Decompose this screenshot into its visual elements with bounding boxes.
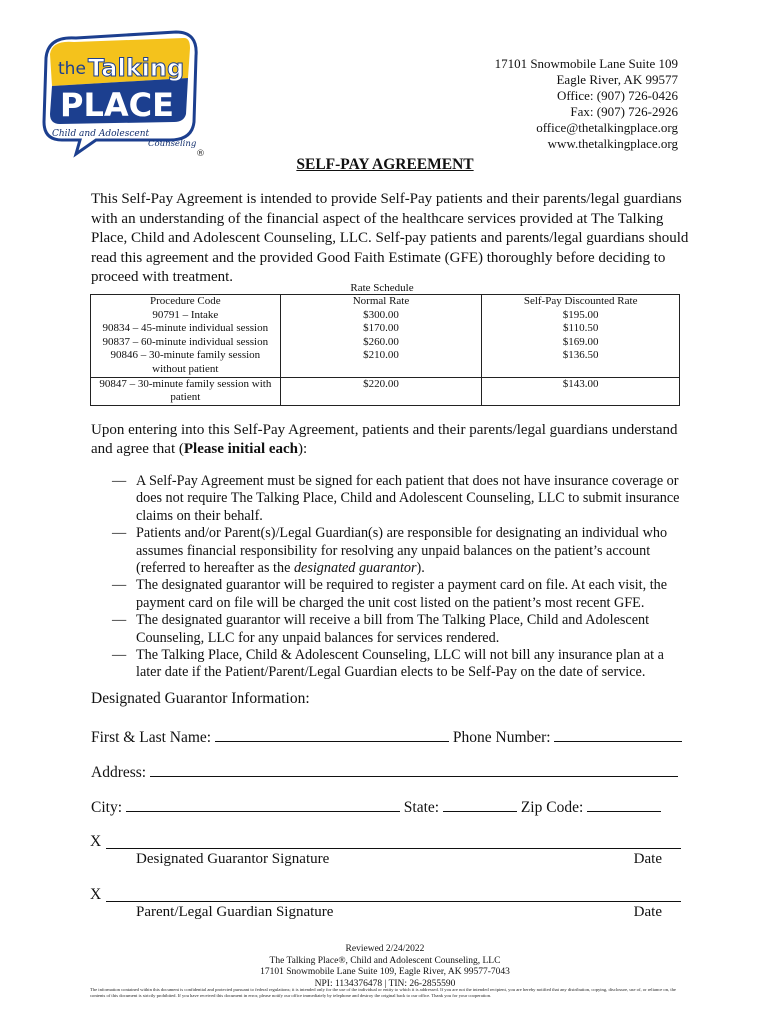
dash-marker: — [112, 612, 127, 629]
svg-text:Counseling: Counseling [148, 139, 197, 149]
footer-address: 17101 Snowmobile Lane Suite 109, Eagle River, AK 99577-7043 [260, 967, 510, 977]
contact-address-block [495, 56, 678, 152]
discount-rate: $136.50 [562, 349, 599, 362]
discount-rate: $143.00 [482, 377, 680, 405]
dash-marker: — [112, 525, 127, 542]
dash-marker: — [112, 577, 127, 594]
address-line: Eagle River, AK 99577 [556, 72, 678, 87]
list-item [112, 647, 692, 682]
review-date: Reviewed 2/24/2022 [345, 944, 425, 954]
list-item [112, 577, 692, 612]
phone-label: Phone Number: [452, 729, 551, 746]
term-text: ). [416, 560, 425, 577]
term-text: The Talking Place, Child & Adolescent Counseling, LLC will not bill any insurance plan at a later date if the Patient/Parent/Legal Guardian elects to be Self-Pay on the date of service. [136, 647, 664, 681]
city-field[interactable] [126, 797, 400, 812]
parent-signature-field[interactable] [106, 900, 681, 902]
svg-text:Talking: Talking [88, 54, 185, 82]
dash-marker: — [112, 647, 127, 664]
list-item [112, 612, 692, 647]
dash-marker: — [112, 473, 127, 489]
address-row [91, 762, 691, 782]
state-field[interactable] [443, 797, 517, 812]
column-header: Self-Pay Discounted Rate [523, 295, 638, 307]
svg-text:®: ® [196, 149, 205, 159]
address-field[interactable] [150, 762, 678, 777]
confidentiality-notice: The information contained within this document is confidential and protected pursuant to federal regulations; it is intended only for the use of the individual or entity to which it is addressed. If you are not the intended recipient, you are hereby notified that any distribution, copying, disclosure, use of, or reliance on, the contents of this document is strictly prohibited. If you have received this document in error, please notify our office immediately by telephone and destroy the original back to our office. Thank you for your cooperation. [90, 987, 676, 998]
zip-field[interactable] [587, 797, 661, 812]
table-cell [91, 377, 281, 405]
procedure-code: 90847 – 30-minute family session with [99, 377, 272, 390]
agreement-intro-text: Upon entering into this Self-Pay Agreement, patients and their parents/legal guardians understand and agree that ( [91, 422, 678, 457]
normal-rate: $210.00 [363, 349, 399, 362]
table-row [91, 295, 680, 378]
footer-ids: NPI: 1134376478 | TIN: 26-2855590 [314, 978, 456, 989]
agreement-intro [91, 421, 691, 459]
date-label: Date [633, 851, 662, 867]
zip-label: Zip Code: [520, 799, 584, 816]
discount-rate: $110.50 [562, 322, 599, 335]
agreement-intro-end: ): [298, 441, 308, 457]
state-label: State: [403, 799, 440, 816]
name-label: First & Last Name: [91, 729, 212, 746]
procedure-code: without patient [152, 362, 219, 375]
list-item [112, 525, 692, 577]
initial-instruction: Please initial each [183, 441, 299, 457]
svg-text:Child and Adolescent: Child and Adolescent [52, 129, 150, 139]
procedure-code: 90834 – 45-minute individual session [102, 322, 269, 335]
normal-rate: $260.00 [363, 335, 399, 348]
guarantor-heading: Designated Guarantor Information: [91, 690, 310, 707]
normal-rate: $220.00 [280, 377, 482, 405]
procedure-code: 90837 – 60-minute individual session [102, 335, 269, 348]
terms-list [112, 473, 692, 682]
address-label: Address: [91, 764, 147, 781]
term-text: A Self-Pay Agreement must be signed for each patient that does not have insurance coverage or does not require The Talking Place, Child and Adolescent Counseling, LLC to submit insurance claims on their behalf. [136, 473, 680, 524]
table-cell [280, 295, 482, 378]
signature-mark: X [90, 833, 102, 850]
normal-rate: $170.00 [363, 322, 399, 335]
term-text: The designated guarantor will be required to register a payment card on file. At each visit, the payment card on file will be charged the unit cost listed on the patient’s most recent GFE. [136, 577, 668, 611]
name-phone-row [91, 727, 691, 747]
parent-signature-label: Parent/Legal Guardian Signature [136, 904, 334, 920]
fax-number: Fax: (907) 726-2926 [570, 104, 678, 119]
guarantor-signature-label: Designated Guarantor Signature [136, 851, 330, 867]
document-footer [0, 944, 770, 990]
rate-table [90, 294, 680, 406]
table-cell [482, 295, 680, 378]
city-state-zip-row [91, 797, 691, 817]
term-text: Patients and/or Parent(s)/Legal Guardian(s) are responsible for designating an individual who assumes financial responsibility for resolving any unpaid balances on the patient’s account (referred to hereafter as the [136, 525, 668, 577]
procedure-code: patient [170, 391, 201, 404]
date-label: Date [633, 904, 662, 920]
city-label: City: [91, 799, 123, 816]
column-header: Normal Rate [352, 295, 410, 307]
term-text: The designated guarantor will receive a bill from The Talking Place, Child and Adolescent Counseling, LLC for any unpaid balances for services rendered. [136, 612, 650, 646]
email-address: office@thetalkingplace.org [536, 120, 678, 135]
column-header: Procedure Code [150, 295, 221, 307]
table-row [91, 377, 680, 405]
discount-rate: $169.00 [562, 335, 599, 348]
svg-text:the: the [58, 59, 86, 79]
table-cell [91, 295, 281, 378]
company-logo [36, 28, 206, 160]
footer-org: The Talking Place®, Child and Adolescent Counseling, LLC [269, 955, 501, 966]
signature-mark: X [90, 886, 102, 903]
document-title: SELF-PAY AGREEMENT [296, 156, 474, 173]
list-item [112, 473, 692, 525]
guarantor-signature-field[interactable] [106, 847, 681, 849]
office-phone: Office: (907) 726-0426 [556, 88, 678, 103]
rate-schedule-header: Rate Schedule [350, 282, 414, 294]
website-url: www.thetalkingplace.org [547, 136, 678, 151]
term-emphasis: designated guarantor [293, 560, 417, 577]
procedure-code: 90791 – Intake [152, 308, 219, 321]
normal-rate: $300.00 [363, 308, 399, 321]
intro-paragraph: This Self-Pay Agreement is intended to provide Self-Pay patients and their parents/legal guardians with an understanding of the financial aspect of the healthcare services provided at The Talking Place, Child and Adolescent Counseling, LLC. Self-pay patients and parents/legal guardians should read this agreement and the provided Good Faith Estimate (GFE) thoroughly before deciding to proceed with treatment. [91, 191, 689, 286]
discount-rate: $195.00 [562, 308, 599, 321]
svg-text:PLACE: PLACE [60, 86, 174, 124]
procedure-code: 90846 – 30-minute family session [110, 349, 261, 362]
name-field[interactable] [215, 727, 449, 742]
address-line: 17101 Snowmobile Lane Suite 109 [494, 56, 678, 71]
phone-field[interactable] [554, 727, 682, 742]
